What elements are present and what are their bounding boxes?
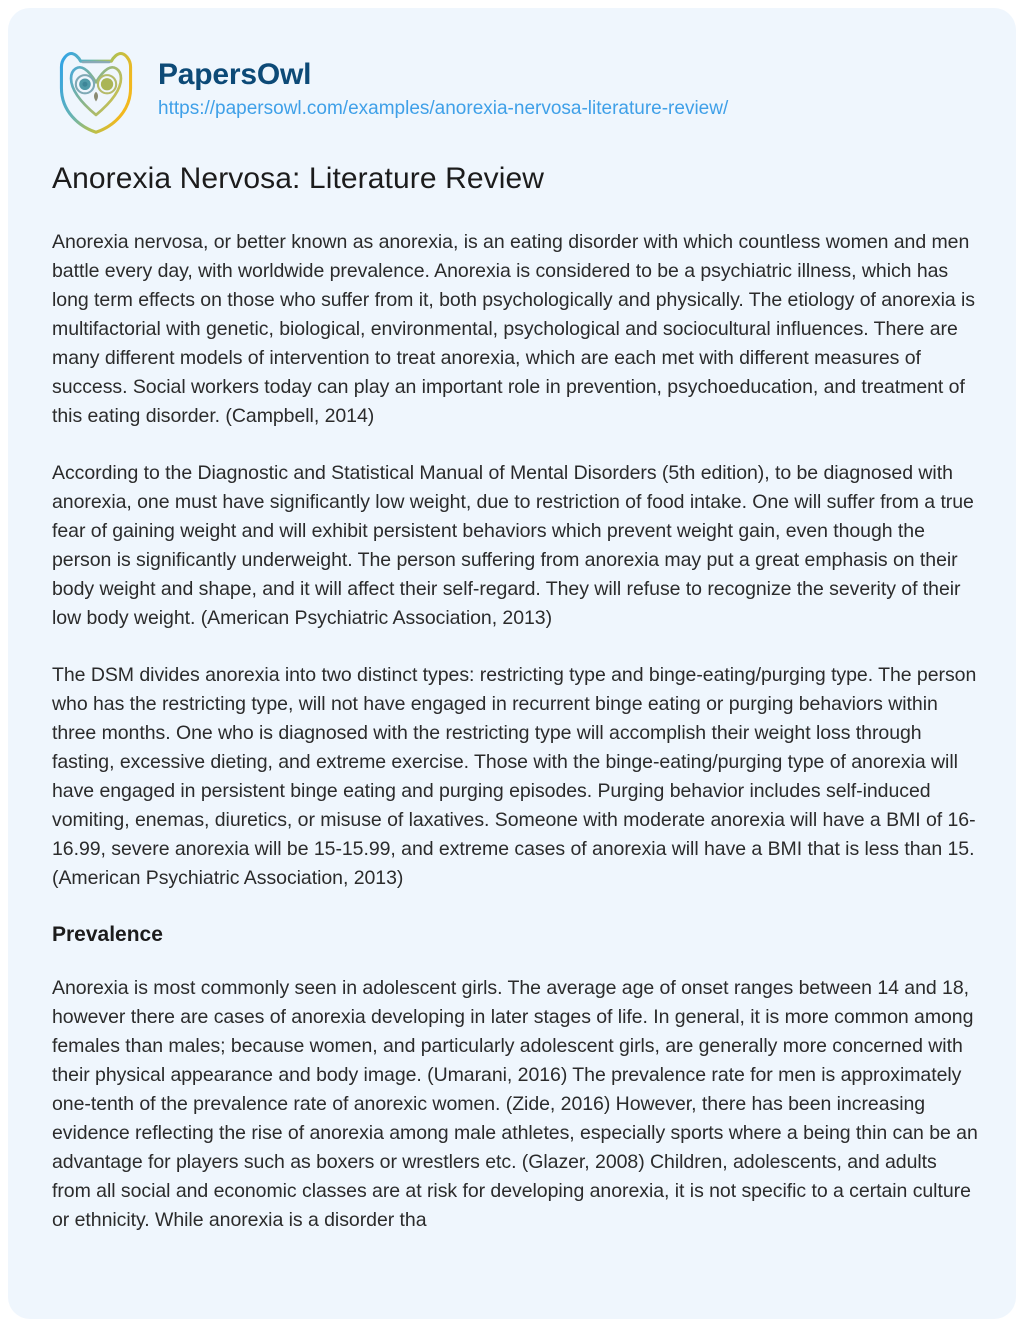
section-heading: Prevalence	[52, 922, 163, 946]
body-paragraph: Anorexia is most commonly seen in adolescent girls. The average age of onset ranges between 14 and 18, however there are cases of anorexia developing in later stages of life. In general, it is more common among females than males; because women, and particularly adolescent girls, are generally more concerned with their physical appearance and body image. (Umarani, 2016) The prevalence rate for men is approximately one-tenth of the prevalence rate of anorexic women. (Zide, 2016) However, there has been increasing evidence reflecting the rise of anorexia among male athletes, especially sports where a being thin can be an advantage for players such as boxers or wrestlers etc. (Glazer, 2008) Children, adolescents, and adults from all social and economic classes are at risk for developing anorexia, it is not specific to a certain culture or ethnicity. While anorexia is a disorder tha	[52, 976, 978, 1231]
article	[8, 160, 1016, 1235]
site-header	[8, 8, 1016, 138]
owl-logo-icon	[48, 42, 144, 138]
article-body	[52, 228, 980, 1235]
document-card	[8, 8, 1016, 1319]
body-paragraph: According to the Diagnostic and Statistical Manual of Mental Disorders (5th edition), to be diagnosed with anorexia, one must have significantly low weight, due to restriction of food intake. One will suffer from a true fear of gaining weight and will exhibit persistent behaviors which prevent weight gain, even though the person is significantly underweight. The person suffering from anorexia may put a great emphasis on their body weight and shape, and it will affect their self-regard. They will refuse to recognize the severity of their low body weight. (American Psychiatric Association, 2013)	[52, 461, 974, 629]
site-url-link[interactable]: https://papersowl.com/examples/anorexia-nervosa-literature-review/	[158, 98, 729, 120]
body-paragraph: Anorexia nervosa, or better known as anorexia, is an eating disorder with which countless women and men battle every day, with worldwide prevalence. Anorexia is considered to be a psychiatric illness, which has long term effects on those who suffer from it, both psychologically and physically. The etiology of anorexia is multifactorial with genetic, biological, environmental, psychological and sociocultural influences. There are many different models of intervention to treat anorexia, which are each met with different measures of success. Social workers today can play an important role in prevention, psychoeducation, and treatment of this eating disorder. (Campbell, 2014)	[52, 230, 976, 427]
brand-block	[158, 59, 728, 121]
brand-name: PapersOwl	[158, 57, 312, 91]
page-title: Anorexia Nervosa: Literature Review	[52, 162, 545, 195]
body-paragraph: The DSM divides anorexia into two distinct types: restricting type and binge-eating/purging type. The person who has the restricting type, will not have engaged in recurrent binge eating or purging behaviors within three months. One who is diagnosed with the restricting type will accomplish their weight loss through fasting, excessive dieting, and extreme exercise. Those with the binge-eating/purging type of anorexia will have engaged in persistent binge eating and purging episodes. Purging behavior includes self-induced vomiting, enemas, diuretics, or misuse of laxatives. Someone with moderate anorexia will have a BMI of 16-16.99, severe anorexia will be 15-15.99, and extreme cases of anorexia will have a BMI that is less than 15. (American Psychiatric Association, 2013)	[52, 663, 977, 889]
